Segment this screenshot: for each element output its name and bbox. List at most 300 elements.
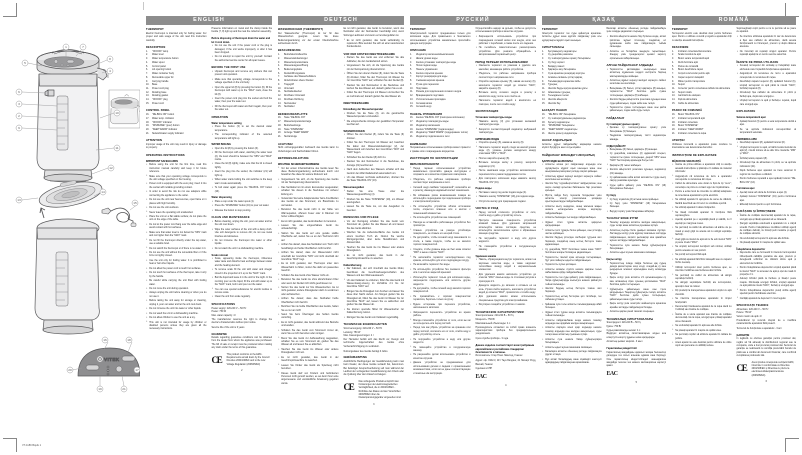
list-item: • Аспаптың жұмыс кернеуі желідегі кернеуге сәйкес келетініне көз жеткізіңіз. [607,80,667,87]
list-item: • Nu permiteți ca cablul de alimentare să atingă suprafețe fierbinți. [672,275,732,282]
list-item: 14. Fișă de alimentare [672,99,698,102]
list-number: 14. [672,99,676,102]
section-heading: ACHTUNG! [278,142,294,146]
list-item: • Запрещается переносить устройство во время работы. [410,312,471,319]
bullet-list [737,215,797,245]
list-item: • Данное устройство не предназначено для использования детьми и людьми с ограниченными возможностями, если им не даны соответствующие и понятные им инструкции. [410,362,471,376]
list-item: • Do not use the unit near heat sources, open flame or in places with high humidity. [146,199,207,206]
paragraph: The manufacturer reserves the right to change the device's characteristics without prior notice. [211,318,272,324]
list-item: 14. Сетевая вилка [410,102,432,105]
list-item: • Во избежание риска возникновения пожара не используйте переходники при подключении прибора к электрической розетке. [410,195,471,205]
list-item: • Nu permiteți ca cablul de alimentare să atârne de pe masă și aveți grijă ca acesta să nu atingă suprafețe fierbinți. [672,227,732,237]
list-item: 11. Желілік бауды қосуға арналған ұясы [542,88,588,91]
section-heading: ПАЙДАЛАНУ ЖӨНІНДЕГІ НҰСҚАУЛЫҚ [542,153,595,157]
list-item: • Open the upper lid (8) by pressing the button (6), fill the thermopot with water up to the "MAX" mark, close the lid (8). [212,87,273,97]
list-item: • Nu plasați aparatul în mașina de spălat vase. [672,330,732,333]
list-item: 10. Подставка [410,87,428,90]
list-number: 13. [278,98,282,101]
list-item: • Introduceți fișa cablului de alimentare în priză și fierbeți apa, după care scurgeți-o. [737,92,797,99]
paragraph: Электрический термопот предназначен только для кипячения воды. Для правильного и безопасного использования устройства внимательно прочитайте данную инструкцию. [410,32,471,45]
list-item: 4. Носик подачи воды [410,65,437,68]
list-item: • Убедитесь, что рабочее напряжение прибора соответствует напряжению в сети. [410,179,471,186]
paragraph: Nutzungsdauer des Geräts beträgt 3 Jahre [343,350,388,353]
list-item: • Achten Sie darauf, dass das Netzkabel vom Tisch nicht herabhängt und heiße Oberflächen nicht berührt. [278,244,339,251]
section-heading: INSTRUCȚIUNI DE EXPLOATARE [672,153,717,157]
list-item: • Доведите жидкость до кипения и оставьте её на ночь. Утром слейте жидкость, наполните устройство водой до отметки "MAX", прокипятите и слейте воду. [476,285,537,295]
list-number: 3. [672,58,674,61]
paragraph: Details regarding guarantee conditions can be obtained from the dealer from whom the appliance was purchased. The bill of sale or receipt must be produced when making any claim under the terms of this guarantee. [211,336,272,350]
list-item: • Термопотты тікелей кран астында толтырмаңыз, бұл үшін лайықты ыдысты пайдаланыңыз. [542,257,602,264]
list-item: • Вставьте вилку сетевого шнура в розетку и вскипятите воду, после чего слейте её. [476,92,537,99]
list-number: 7. [146,73,148,76]
paragraph: Der Wasserkocher (Thermopot) ist nur für das Wasserkochen geeignet. Lesen Sie diese Bedienungsanleitung vor der ersten Inbetriebnahme aufmerksam durch. [278,32,339,45]
list-item: • Pentru îndepărtarea depunerilor umpleți aparatul până la nivelul "MAX" cu amestec de apă și oțet de masă în proporție 2:1. [737,267,797,277]
list-number: 20. [146,129,150,132]
section-heading: ÎNAINTE DE PRIMA UTILIZARE [736,60,779,64]
list-item: • Аспапты қақтан үнемі тазалап отырыңыз. [607,311,667,314]
paragraph: Termopotul electric este destinat doar pentru fierberea apei. Pentru o utilizare corectă și sigură a aparatului citiți cu atenție această instrucțiune. [672,32,732,42]
list-item: • Fill the thermopot with water and boil it again, then pour the water out. [212,106,273,113]
list-item: • The corresponding indicator of the selected temperature will light up. [212,134,273,141]
list-item: • Vor der ersten Inbetriebnahme des Geräts lesen Sie diese Bedienungsanleitung aufmerksam durch und bewahren Sie diese für weitere Referenz auf. [278,168,339,178]
list-item: • Нажмите кнопку "DISPENSE" (19) для подачи воды. [476,196,537,199]
spec-row: Электрқорегі: 220-240 В ~ 50 Гц [606,322,641,325]
list-item: • Не погружайте термопот в воду или другие жидкости. [476,238,537,245]
list-item: • Батырманы (6) басып, үстіңгі қақпақты (8) ашыңыз, термопотты "MAX" белгісіне дейін сумен толтырыңыз, қақпақты (8) жабыңыз. [607,88,667,98]
list-item: 5. Panou de comandă [672,65,699,68]
bullet-list [607,149,667,192]
list-number: 3. [146,58,148,61]
list-item: • Запрещается использовать устройство при повреждении сетевой вилки или шнура, если оно работает с перебоями, а также после его падения. [476,36,537,46]
list-number: 16. [672,114,676,117]
list-item: • You can use special substances for electric kettles to remove scale. [212,289,273,296]
paragraph: Es ist nicht gestattet, das Gerät zu benutzen, wenn das Netzkabel oder der Netzstecker beschädigt sind, wenn Störungen auftreten und wenn es heruntergefallen ist. [343,28,404,37]
bullet-list [607,222,667,256]
list-item: 6. Lid opening button [146,69,172,72]
list-item: • Benutzen Sie das Gerät nicht in der Nähe von Wärmequellen, offenem Feuer oder in Räumen mit hoher Luftfeuchtigkeit. [278,209,339,219]
list-item: • Use the unit only for boiling water. It is prohibited to heat or boil other liquids. [146,260,207,267]
bullet-list [672,164,732,349]
bullet-list [212,148,273,194]
list-item: 9. Тасымалдауға арналған сабы [542,80,581,83]
list-item: 9. Ручка для переноски [410,83,439,86]
section-heading: ИНСТРУКЦИЯ ПО ЭКСПЛУАТАЦИИ [410,157,458,161]
section-heading: БАСҚАРУ ПАНЕЛІ [542,109,567,113]
list-item: • Înainte de curățare deconectați aparatul de la rețea, scurgeți apa și lăsați aparatul să se răcească. [737,215,797,222]
bullet-list [737,142,797,185]
sub-heading: Қақты кетіру [606,258,622,262]
list-item: • Deschideți capacul (8), apăsând butonul (6). [737,142,797,145]
list-item: • Do not use the unit outdoors. [146,207,207,210]
list-number: 4. [410,65,412,68]
list-item: • Es ist nicht gestattet, das Gerät in der Geschirrspülmaschine zu waschen. [344,255,405,262]
list-item: 8. Removable upper lid [146,76,174,79]
list-item: • Сетевой шнур снабжён "евровилкой"; включайте её в розетку, имеющую надёжный контакт заземления. [410,187,471,194]
list-item: 1. Betriebskontrolleuchte [278,54,308,57]
crop-mark-top-left [3,3,17,17]
svg-text:VITEK: VITEK [104,357,120,362]
list-item: 13. Тығыздағыш төсем [542,95,569,98]
sub-heading: MĂSURI DE SIGURANȚĂ [672,159,701,163]
language-column-english [146,16,272,440]
list-number: 17. [278,121,282,124]
list-number: 13. [146,95,150,98]
column-body [410,28,536,438]
list-item: • Utilizați termopotul doar pentru fierberea apei, se interzice încălzirea sau fierberea altor lichide. [672,267,732,274]
list-item: 19. Buton "DISPENSE" [672,125,699,128]
sub-heading: Water dispensing [211,196,232,200]
list-item: 15. Power cord [146,102,164,105]
sub-heading: Einstellung der Wassertemperatur [343,108,384,112]
section-heading: REINIGUNG UND PFLEGE [343,216,379,220]
list-number: 3. [278,61,280,64]
list-item: • Не погружайте устройство в воду или другие жидкости. [410,339,471,346]
language-header-romana: ROMÂNĂ [672,16,796,25]
section-heading: ВНИМАНИЕ! [410,142,428,146]
eac-conformity-block [476,373,537,382]
ce-text: Acest produs corespunde cerințelor EMC, întocmite în conformitate cu Directiva 2004/108/EC și Directiva cu privire la electrosecuritate/joasă tensiune (2006/95/EC). [751,361,795,377]
list-item: • Аспапты ыдыс жуғыш машинаға салмаңыз. [542,347,602,350]
list-number: 9. [672,80,674,83]
list-item: • Sie können spezielle Mittel für Wasserkocher zur Kalkentfernung nutzen. [344,309,405,316]
bullet-list [344,57,405,99]
list-item: 8. Съёмная верхняя крышка [410,80,445,83]
list-item: • Аспапты жылу көздеріне, ашық жалынға жақын немесе ылғалдылығы жоғары жерлерде пайдаланбаңыз. [542,206,602,216]
list-number: 2. [672,54,674,57]
list-item: 1. Қосу/ажырату индикаторы [542,50,577,53]
bullet-list [476,121,537,136]
paragraph: Utilizarea incorectă a aparatului poate conduce la traumatisme sau deteriorarea bunurilor. [672,143,732,150]
list-item: • Es ist nicht gestattet, das Gerät während des Betriebs umzustellen. [278,322,339,329]
list-item: • Не допускайте, чтобы сетевой шнур свешивался со стола, а также следите, чтобы он не касался горячих поверхностей. [410,237,471,247]
svg-text:21: 21 [122,387,126,392]
list-item: 9. Tragegriff [278,83,294,86]
list-number: 10. [672,84,676,87]
bullet-list [212,126,273,141]
bullet-list [476,259,537,307]
list-item: • Insert the plug into the socket; the indicator (21) will light up. [212,171,273,178]
ce-mark-icon: CE [211,354,222,365]
list-item: • Es ist nicht gestattet, das Gerät draußen zu benutzen. [278,221,339,224]
list-number: 20. [410,132,414,135]
language-header-english: ENGLISH [146,16,272,25]
list-item: 16. Кнопка "RE-BOIL ON" (повторное кипячение) [410,117,465,120]
list-number: 21. [146,132,150,135]
list-item: • Для удаления накипи можно использовать специальные средства для электрочайников. [476,296,537,303]
section-heading: СИПАТТАМАСЫ [542,45,565,49]
list-item: • Deschideți capacul superior (8), apăsând butonul (6), umpleți termopotul cu apă până la nivelul "MAX", închideți capacul (8). [737,81,797,91]
bullet-list [737,121,797,136]
list-item: • Release the button to stop pouring. [212,210,273,213]
ce-conformity-block [737,362,797,379]
list-item: • Fill the thermopot with water, watching the water level (2), the level should be between the "MIN" and "MAX" marks. [212,152,273,162]
list-item: 9. Carrying handle [146,80,169,83]
fold-mark [143,2,144,10]
list-item: • Stecken Sie den Netzstecker in die Steckdose und kochen Sie das Wasser auf, danach gießen Sie es ab. [344,85,405,92]
list-item: • Depunerile care se formează în interiorul termopotului influențează calitățile gustative ale apei, precum și dereglează schimbul de căldură dintre apă și elementul de încălzire. [737,252,797,266]
paragraph: Der Hersteller behält sich das Recht vor, Design und technische Eigenschaften des Geräts ohne Vorbenachrichtigung zu verändern. [343,339,404,348]
paragraph: Service life of the unit is 3 years [211,326,245,329]
list-item: • Плотно закройте крышку (8). [476,158,537,161]
list-item: • Загорится соответствующий индикатор выбранной температуры. [476,129,537,136]
list-number: 16. [542,114,546,117]
list-item: 13. Drehbare Dichtung [278,98,304,101]
list-item: 10. Suport [672,84,685,87]
bullet-list [542,164,602,365]
numbered-list [146,51,207,107]
section-heading: CLEAN AND MAINTENANCE [211,216,250,220]
section-heading: CONTROL PANEL [146,109,171,113]
list-item: • Не используйте устройство вблизи источников тепла, открытого пламени или в местах с повышенной влажностью. [410,206,471,216]
list-item: • Scoateți termopotul din ambalaj și îndepărtați toate etichetele care împiedică funcționarea aparatului. [737,65,797,72]
list-number: 6. [410,72,412,75]
list-number: 20. [672,129,676,132]
list-item: • Pentru fierberea repetată a apei apăsați butonul "RE-BOIL ON" (16). [737,178,797,185]
list-item: 17. Су температурасының индикаторы [542,117,586,120]
bullet-list [344,134,405,184]
list-item: • Поставьте чашку под носик подачи воды (4). [476,192,537,195]
list-item: • Нажмите кнопку (3) для установки желаемой температуры воды. [476,121,537,128]
list-number: 4. [542,61,544,64]
list-item: • Термопотты қаптамадан шығарыңыз және аспаптың жұмысына кедергі келтіретін барлық жапсырмаларды жойыңыз. [607,69,667,79]
list-number: 9. [146,80,148,83]
list-item: • Для удаления накипи наполните устройство до отметки "MAX" смесью воды со столовым уксусом в пропорции 2:1. [476,274,537,284]
list-number: 10. [278,87,282,90]
sub-heading: СУДЫ ҚАЙНАТУ [606,144,626,148]
list-item: 1. "ON/OFF" lamp [146,50,169,53]
list-number: 12. [146,91,150,94]
section-heading: ATTENTION [146,139,162,143]
list-item: • После закипания воды устройство автоматически переключится в режим поддержания тепла. [476,170,537,177]
ce-conformity-block [212,354,273,367]
sub-heading: Установка температуры воды [475,116,512,120]
list-item: • Никогда не оставляйте работающее устройство без присмотра. [410,222,471,229]
paragraph: Electric thermopot is intended only for boiling water. For proper and safe usage of the unit read this instruction carefully. [146,32,207,42]
svg-text:7: 7 [82,45,84,50]
page-number: 4 [505,383,507,387]
list-item: • Вставьте сетевую вилку в розетку, загорится индикатор (21). [476,162,537,169]
bullet-list [476,192,537,204]
crop-mark-bottom-left [3,438,17,452]
section-heading: ПАНЕЛЬ УПРАВЛЕНИЯ [410,112,443,116]
ce-conformity-block [344,381,405,401]
list-item: • Do not touch hot surfaces of the thermopot, take it only by the handle. [146,272,207,279]
list-item: • Балаларға аспапты ойыншық ретінде пайдалануға рұқсат етпеңіз. [542,351,602,358]
svg-text:17: 17 [135,368,139,373]
list-item: • Se interzice utilizarea aparatului în caz de deteriorare a fișei sau cablului de alimentare, dacă acesta funcționează cu întreruperi, precum și după căderea acestuia. [737,36,797,50]
list-number: 19. [672,125,676,128]
numbered-list [410,54,471,110]
list-item: 16. "RE-BOIL ON" button [146,114,175,117]
sub-heading: GUARANTEE [211,332,227,336]
list-item: • Make sure that your operating voltage corresponds to the unit voltage specified on the housing. [146,176,207,183]
list-number: 21. [410,136,414,139]
sub-heading: Scale removal [211,253,228,257]
ce-mark-icon: CE [343,381,354,392]
section-heading: DESCRIPTION [146,45,166,49]
list-number: 2. [146,54,148,57]
list-item: • To remove scale fill the unit with water and vinegar mixed in the proportion 2:1 up to the "MAX" mark. [212,269,273,276]
list-item: • Der Kalkstein, der sich innerhalb des Geräts bildet, beeinflusst die Geschmackseigenschaften des Wassers und den Wärmeaustausch. [344,268,405,278]
list-item: • Lassen Sie die Taste los, um das Ausgießen zu beenden. [344,206,405,213]
list-item: • In order to avoid fire risk do not use adapters while connecting the appliance to the outlet. [146,191,207,198]
list-item: • Bringen Sie die Flüssigkeit zum Kochen und lassen Sie diese über Nacht stehen. Am Morgen gießen Sie die Flüssigkeit ab, füllen Sie das Gerät mit Wasser bis zur Grenzlinie "MAX" auf, lassen Sie es aufkochen und gießen Sie das Wasser ab. [344,291,405,308]
list-number: 18. [146,121,150,124]
svg-text:10: 10 [115,111,119,116]
list-item: • Make sure that operating voltage corresponds to the voltage specified on the unit body. [212,79,273,86]
list-item: • Öffnen Sie den oberen Deckel (8), indem Sie die Taste (6) drücken, füllen Sie den Thermopot mit Wasser bis zur Grenzlinie "MAX" auf, schließen Sie den Deckel (8). [344,73,405,83]
ce-mark-icon: CE [736,362,747,373]
paragraph: Производитель оставляет за собой право изменять характеристики прибора без предварительного уведомления. [475,326,536,336]
list-item: • Убедитесь, что рабочее напряжение прибора соответствует напряжению сети. [476,73,537,80]
spec-row: Putere: 750 W [736,312,752,315]
svg-text:6: 6 [18,90,20,95]
list-item: 19. "DISPENSE" батырмасы [542,125,575,128]
language-header-deutsch: DEUTSCH [278,16,404,25]
list-item: 12. Вращающаяся подставка [410,95,444,98]
list-item: • Stellen Sie das Gerät auf eine gerade stabile Oberfläche auf, stellen Sie es an den Tischrand nicht auf. [278,233,339,243]
list-item: • Înainte de prima utilizare a aparatului citiți cu atenție această instrucțiune și păstrați-o în calitate de material informativ. [672,164,732,174]
list-number: 17. [672,117,676,120]
sub-heading: МЕРЫ БЕЗОПАСНОСТИ [410,163,439,167]
list-item: • Термопотты тек суды қайнату үшін пайдаланыңыз, басқа сұйықтықтарды жылытуға немесе қайнатуға тыйым салынады. [542,277,602,287]
sub-heading: ҚАУІПСІЗДІК ШАРАЛАРЫ [542,159,573,163]
list-number: 15. [410,106,414,109]
list-item: 11. Разъём для подключения сетевого шнура [410,91,462,94]
list-item: • Make sure that water level is not below the "MIN" mark and not higher than the "MAX" mark. [146,232,207,239]
sub-heading: Furnizarea apei [736,187,755,191]
list-item: 8. Abnehmbarer oberer Deckel [278,80,314,83]
section-heading: BESCHREIBUNG [278,49,301,53]
numbered-list [146,114,207,136]
list-item: • Power cord is equipped with the euro plug; insert it into the socket with reliable grounding contact. [146,183,207,190]
list-item: 8. Алмалы-салмалы үстіңгі қақпақ [542,76,583,79]
list-number: 14. [146,99,150,102]
section-heading: ТЕХНИЧЕСКИЕ ХАРАКТЕРИСТИКИ [475,310,524,314]
list-item: 19. "DISPENSE" (pour) button [146,125,180,128]
list-number: 2. [278,57,280,60]
section-heading: ЧИСТКА И УХОД [475,207,499,211]
list-number: 17. [410,121,414,124]
paragraph: Адрес: оф. 1902-3, Ист Таун Билдинг, 41 Локхарт Роуд, Ванчай, Гонконг [475,360,536,366]
list-item: • Термопотты сусыз қоспаңыз. [542,264,602,267]
list-item: 5. Control panel [146,65,166,68]
list-number: 11. [410,91,414,94]
spec-row: Max. water capacity: 4 l [211,314,236,317]
list-item: 15. Желілік бау [542,102,561,105]
bullet-list [737,36,797,57]
list-item: • Place the unit on a flat stable surface; do not place the unit on the edge of the table. [146,216,207,223]
list-item: • Stecken Sie den Netzstecker in die Steckdose, die Anzeige (21) leuchtet auf. [344,161,405,168]
list-item: 2. Шкала уровня воды [410,57,438,60]
list-item: • Аспапты өз бетіңізбен жөндеуге тырыспаңыз. Жөндеу үшін туындыгерлес қызмет көрсету орталығына хабарласыңыз. [607,51,667,61]
svg-text:12: 12 [109,166,113,171]
sub-heading: WASSERKOCHEN [343,129,365,133]
list-item: 10. Untersatz [278,87,294,90]
list-item: 19. Кнопка "DISPENSE" (подача воды) [410,128,454,131]
list-item: • Қақты кетіру үшін аспапты 2:1 қатынасындағы су мен асханалық сірке суының қоспасымен "MAX" белгісіне дейін толтырыңыз. [607,277,667,287]
list-item: • Umpleți termopotul cu apă, urmărind scala nivelului de apă (2), nivelul trebuie să se afle între nivelurile "MIN" și "MAX". [737,147,797,157]
list-item: 3. Су температурасын орнату батырмасы [542,58,591,61]
list-item: • Schalten Sie das Gerät ohne Wasser nicht ein. [278,275,339,278]
list-number: 15. [146,102,150,105]
list-item: • Nu utilizați aparatul în apropiere de surse de căldură, flacără deschisă sau în locuri cu umiditate sporită. [672,199,732,206]
list-number: 13. [542,95,546,98]
list-item: 10. Base [146,84,158,87]
list-item: • Сұйықтықты қайнатыңыз және оны түнге қалдырыңыз. Таңертең сұйықтықты төгіңіз, аспапты "MAX" белгісіне дейін сумен толтырыңыз, қайнатыңыз және суды төгіңіз. [607,289,667,303]
list-item: • Регулярно очищайте устройство от накипи. [476,304,537,307]
spec-row: Қуаты: 750 Вт [606,325,622,328]
paragraph: Балалар аспапты ойыншық ретінде пайдаланбауы үшін оларды қадағалап отырыңыз. [606,28,666,34]
sub-heading: FIERBEREA APEI [736,137,757,141]
list-item: 21. Indicator conectare la rețea [672,132,707,135]
list-item: 18. "ON/OFF" indicator [146,121,172,124]
sub-heading: GEWÄHRLEISTUNG [343,356,367,360]
section-heading: ПАЙДАЛАНУ [606,116,625,120]
list-number: 13. [410,98,414,101]
list-item: • Asigurați-vă că tensiunea de lucru a aparatului corespunde cu tensiunea din rețea. [672,176,732,183]
numbered-list [278,117,339,139]
list-item: 17. Indicator temperatură apă [672,117,705,120]
list-number: 21. [672,132,676,135]
list-item: • Press the "DISPENSE" button (19) to pour out water. [212,205,273,208]
sub-heading: Су беру [606,194,616,198]
paragraph: Supravegheați copiii pentru a nu le permite să se joace cu aparatul. [736,28,796,34]
svg-text:2: 2 [18,114,20,119]
sub-column-right [737,28,797,438]
list-number: 5. [542,65,544,68]
bullet-list [212,71,273,113]
list-item: • Nu încercați să reparați singuri aparatul. Pentru reparații apelați la un centru service autorizat. [737,51,797,58]
list-item: • Термопотты суға немесе басқа сұйықтықтарға батырмаңыз. [607,245,667,252]
list-item: • Do not let the power cord hang over the table edge and avoid contact with hot surfaces. [146,224,207,231]
list-item: 2. Су деңгейінің шкаласы [542,54,573,57]
list-item: • Не используйте устройство вне помещений. [410,217,471,220]
list-number: 1. [146,50,148,53]
ce-text: This product conforms to the EMC-Requirements as laid down by the Council Directive 2004/108/EC and to the Low Voltage Regulation (2006/95/EC) [226,353,270,366]
paragraph: Изготовитель: Стар Плюс Лимитед, Гонконг [475,355,523,358]
list-item: 7. Корпус резервуара для воды [410,76,448,79]
list-item: • Используйте термопот только для кипячения воды, запрещается подогревать или кипятить другие жидкости. [410,277,471,287]
list-item: • Um das Wasser nochmals aufzukochen, drücken Sie die Taste "RE-BOIL ON" (16). [344,177,405,184]
product-illustration [4,18,140,428]
list-item: • Всегда отключайте устройство от сети, если вы им не пользуетесь или перед чисткой. [410,320,471,327]
list-item: • Achten Sie darauf, dass der Wasserstand nicht unterhalb der Grenzlinie "MIN" und nicht oberhalb der Grenzlinie "MAX" liegt. [278,252,339,262]
section-heading: ATENȚIE! [672,139,685,143]
list-number: 4. [278,65,280,68]
list-item: • Apăsați butonul (3) pentru a seta temperatura dorită a apei. [737,121,797,128]
list-item: • Перед первым использованием устройства внимательно прочитайте данную инструкцию и сохраните её в качестве справочного материала. [410,168,471,178]
column-body [146,28,272,438]
list-item: • Be careful while carrying the unit filled with boiling water. [146,280,207,287]
list-number: 11. [146,88,150,91]
svg-text:16: 16 [103,338,107,343]
list-item: • To boil water again press the "RE-BOIL ON" button (16). [212,187,273,194]
list-item: • Seien Sie beim Übertragen des heißen Geräts vorsichtig. [278,314,339,321]
list-item: • Öffnen Sie den Deckel (8), indem Sie die Taste (6) drücken. [344,134,405,141]
list-item: 13. Rotating gasket [146,95,169,98]
sub-heading: WATER BOILING [211,143,231,147]
list-item: 17. Water temp. indicator [146,117,175,120]
list-item: • Vergewissern Sie sich, ob die Spannung des Geräts mit der Netzspannung übereinstimmt. [278,179,339,186]
list-item: 2. Scala nivelului de apă [672,54,701,57]
list-number: 9. [410,83,412,86]
sub-heading: КИПЯЧЕНИЕ ВОДЫ [475,137,500,141]
specifications [212,308,273,319]
section-heading: BEDIENUNGSPLATTE [278,112,308,116]
list-item: • Қақты кетіру үшін электрлік шәйнектерге арналған арнайы заттарды пайдалануға болады. [607,303,667,310]
list-item: 5. Bedienungsplatte [278,69,302,71]
